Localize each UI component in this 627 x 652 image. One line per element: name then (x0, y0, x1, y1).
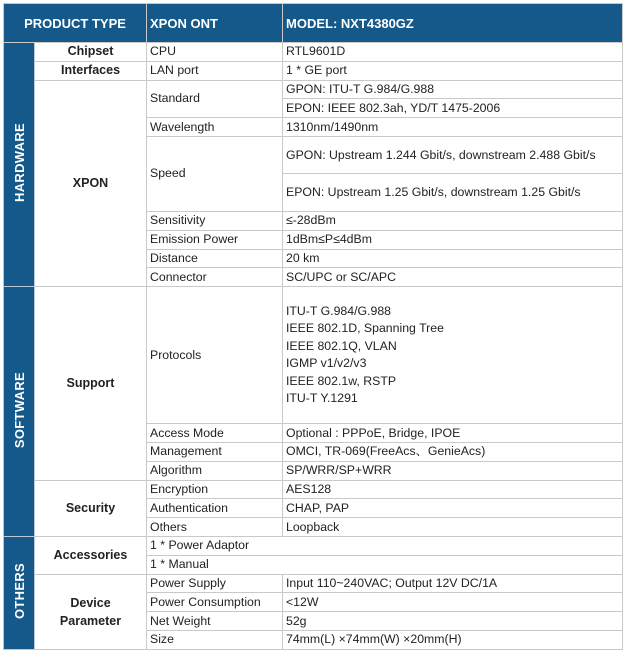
spec-key: Emission Power (147, 230, 283, 249)
spec-value: 1dBm≤P≤4dBm (283, 230, 623, 249)
group-label: Accessories (35, 536, 147, 574)
spec-value: GPON: ITU-T G.984/G.988 (283, 80, 623, 99)
protocol-item: IGMP v1/v2/v3 (286, 356, 367, 371)
spec-value: OMCI, TR-069(FreeAcs、GenieAcs) (283, 442, 623, 461)
header-type: XPON ONT (147, 4, 283, 43)
spec-key: Speed (147, 136, 283, 211)
spec-value: 52g (283, 612, 623, 631)
spec-value: Input 110~240VAC; Output 12V DC/1A (283, 574, 623, 593)
table-row (4, 80, 623, 99)
spec-value: EPON: Upstream 1.25 Gbit/s, downstream 1.25 Gbit/s (283, 174, 623, 212)
group-label: Security (35, 480, 147, 536)
spec-key: LAN port (147, 61, 283, 80)
protocol-item: IEEE 802.1w, RSTP (286, 373, 397, 388)
spec-key: Authentication (147, 499, 283, 518)
protocol-item: ITU-T Y.1291 (286, 391, 358, 406)
spec-value: SC/UPC or SC/APC (283, 268, 623, 287)
section-software (4, 287, 35, 537)
spec-key: Encryption (147, 480, 283, 499)
header-product-type: PRODUCT TYPE (4, 4, 147, 43)
spec-value: ≤-28dBm (283, 211, 623, 230)
table-row (4, 287, 623, 424)
spec-key: CPU (147, 43, 283, 62)
spec-value: Optional : PPPoE, Bridge, IPOE (283, 424, 623, 443)
spec-key: Power Consumption (147, 593, 283, 612)
group-label: Interfaces (35, 61, 147, 80)
spec-key: Algorithm (147, 461, 283, 480)
table-row (4, 43, 623, 62)
header-row (4, 4, 623, 43)
accessory-item: 1 * Power Adaptor (147, 536, 623, 555)
table-row (4, 536, 623, 555)
spec-value: <12W (283, 593, 623, 612)
protocol-item: IEEE 802.1D, Spanning Tree (286, 321, 444, 336)
spec-value: RTL9601D (283, 43, 623, 62)
spec-key: Wavelength (147, 118, 283, 137)
section-label: HARDWARE (11, 123, 27, 203)
spec-value: 1 * GE port (283, 61, 623, 80)
group-label: Chipset (35, 43, 147, 62)
accessory-item: 1 * Manual (147, 555, 623, 574)
spec-value: Loopback (283, 518, 623, 537)
spec-value: 20 km (283, 249, 623, 268)
protocol-item: IEEE 802.1Q, VLAN (286, 338, 397, 353)
table-row (4, 61, 623, 80)
section-label: SOFTWARE (11, 371, 27, 448)
spec-value: CHAP, PAP (283, 499, 623, 518)
spec-key: Distance (147, 249, 283, 268)
group-label: XPON (35, 80, 147, 287)
spec-key: Others (147, 518, 283, 537)
spec-value: SP/WRR/SP+WRR (283, 461, 623, 480)
spec-key: Sensitivity (147, 211, 283, 230)
table-row (4, 480, 623, 499)
spec-key: Size (147, 630, 283, 649)
spec-value: AES128 (283, 480, 623, 499)
table-row (4, 574, 623, 593)
protocol-item: ITU-T G.984/G.988 (286, 303, 392, 318)
spec-key: Standard (147, 80, 283, 118)
spec-key: Connector (147, 268, 283, 287)
section-hardware (4, 43, 35, 287)
spec-key: Net Weight (147, 612, 283, 631)
spec-value: 74mm(L) ×74mm(W) ×20mm(H) (283, 630, 623, 649)
spec-key: Access Mode (147, 424, 283, 443)
spec-table (3, 3, 623, 650)
header-model: MODEL: NXT4380GZ (283, 4, 623, 43)
spec-key: Power Supply (147, 574, 283, 593)
spec-key: Protocols (147, 287, 283, 424)
spec-value: EPON: IEEE 802.3ah, YD/T 1475-2006 (283, 99, 623, 118)
spec-value: 1310nm/1490nm (283, 118, 623, 137)
group-label-text: Device Parameter (59, 595, 122, 628)
section-label: OTHERS (11, 562, 27, 619)
spec-value: GPON: Upstream 1.244 Gbit/s, downstream 2.488 Gbit/s (283, 136, 623, 174)
spec-value-protocols (283, 287, 623, 424)
group-label (35, 574, 147, 649)
spec-key: Management (147, 442, 283, 461)
section-others (4, 536, 35, 649)
group-label: Support (35, 287, 147, 480)
